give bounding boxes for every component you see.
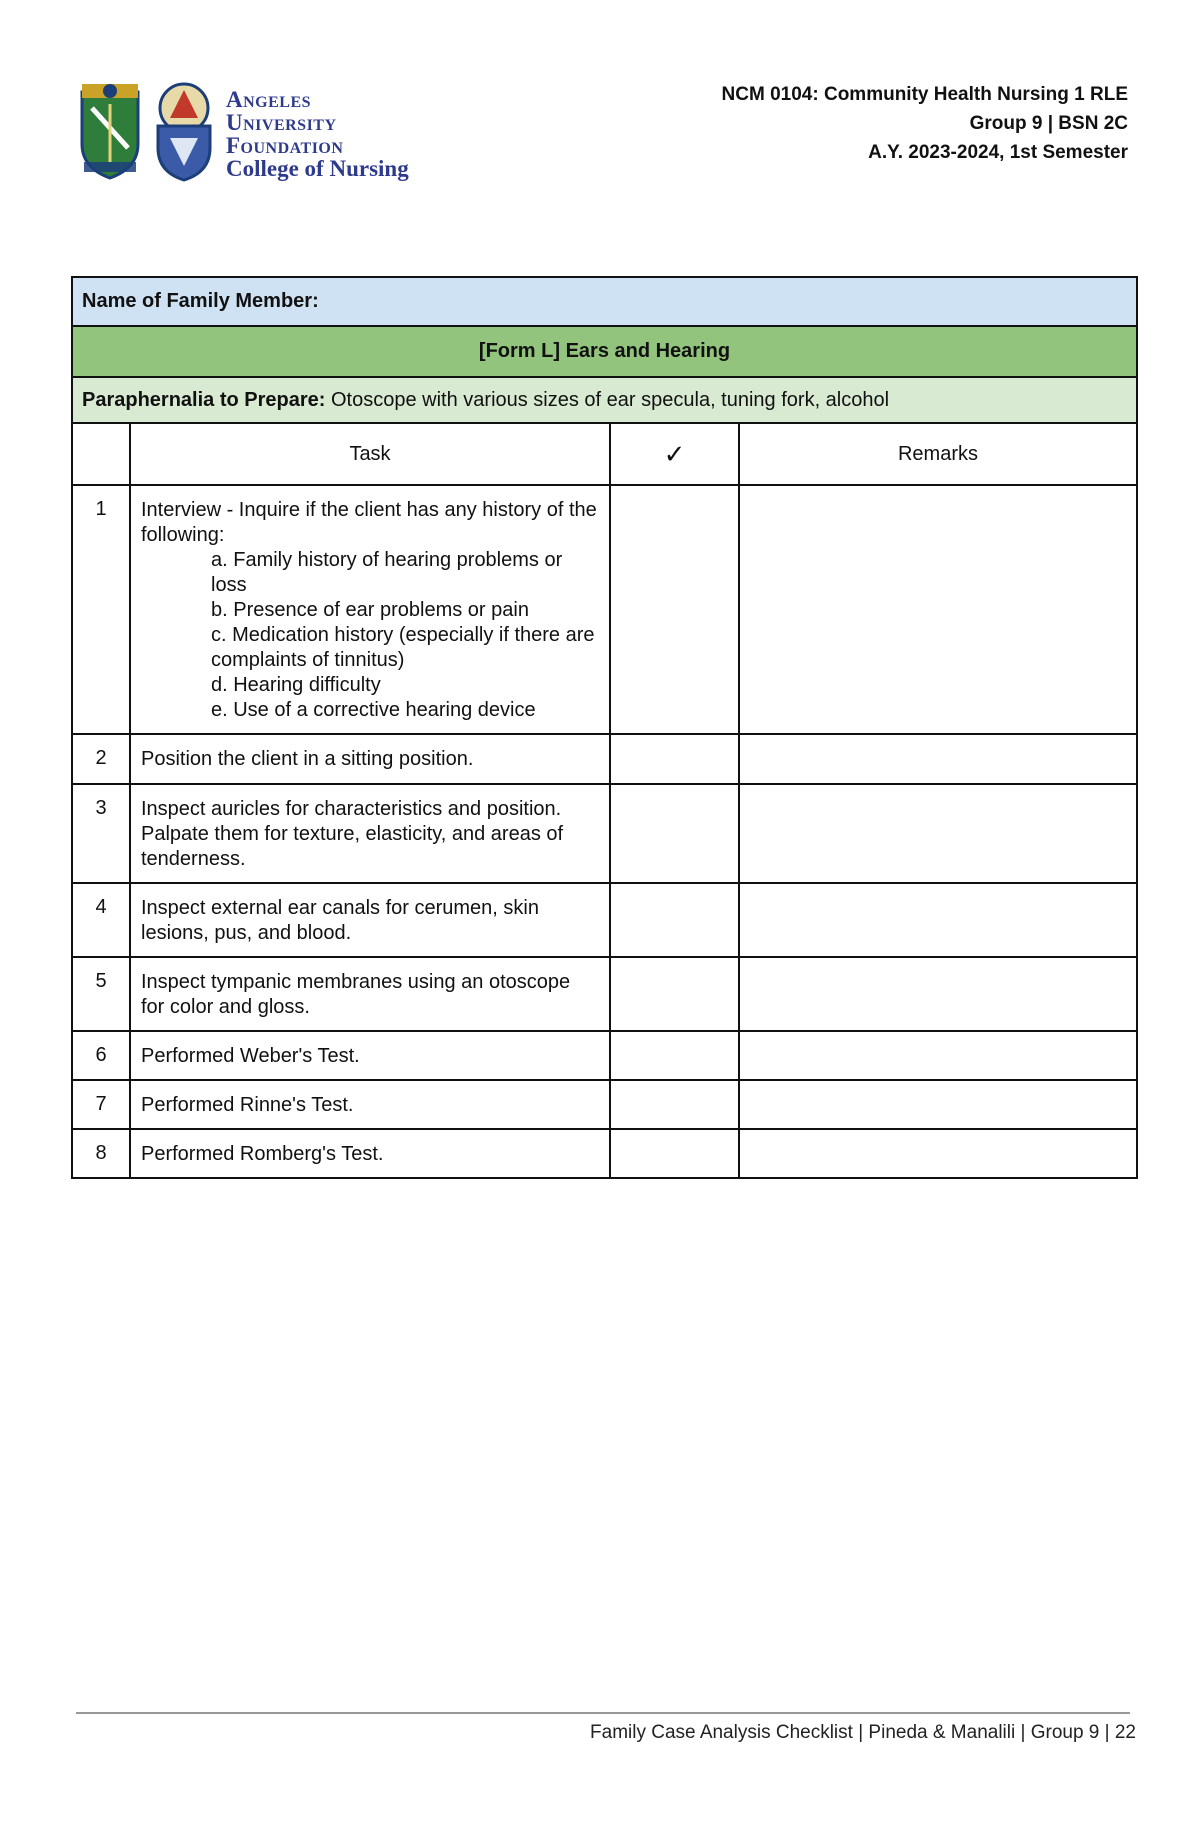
row-number: 8 [72,1129,130,1178]
remarks-cell[interactable] [739,784,1137,883]
family-member-label: Name of Family Member: [72,277,1137,326]
row-number: 6 [72,1031,130,1080]
task-subitem: e. Use of a corrective hearing device [211,699,536,721]
college-name: College of Nursing [226,156,409,181]
course-title: NCM 0104: Community Health Nursing 1 RLE [721,84,1128,105]
check-cell[interactable] [610,957,739,1031]
table-row [72,1031,1137,1080]
remarks-cell[interactable] [739,1129,1137,1178]
task-text: Inspect auricles for characteristics and position. Palpate them for texture, elasticity, and areas of tenderness. [130,784,610,883]
remarks-cell[interactable] [739,1031,1137,1080]
table-row [72,1080,1137,1129]
table-row [72,883,1137,957]
university-name-line3: Foundation [226,133,344,158]
paraphernalia-row [72,377,1137,423]
task-text: Performed Romberg's Test. [130,1129,610,1178]
task-subitem: c. Medication history (especially if there are complaints of tinnitus) [211,624,595,671]
row-number: 5 [72,957,130,1031]
college-seal-icon [76,78,144,182]
table-row [72,957,1137,1031]
form-title: [Form L] Ears and Hearing [72,326,1137,377]
row-number: 3 [72,784,130,883]
row-number: 1 [72,485,130,734]
check-cell[interactable] [610,784,739,883]
paraphernalia-text: Otoscope with various sizes of ear specula, tuning fork, alcohol [325,388,890,411]
remarks-cell[interactable] [739,734,1137,784]
university-seal-icon [150,78,218,182]
task-text: Inspect tympanic membranes using an otoscope for color and gloss. [130,957,610,1031]
table-row [72,485,1137,734]
check-cell[interactable] [610,1129,739,1178]
column-header-remarks: Remarks [739,423,1137,485]
column-header-task: Task [130,423,610,485]
task-text: Position the client in a sitting position. [130,734,610,784]
remarks-cell[interactable] [739,883,1137,957]
group-label: Group 9 | BSN 2C [969,113,1128,134]
task-text: Performed Rinne's Test. [130,1080,610,1129]
table-row [72,734,1137,784]
footer-text: Family Case Analysis Checklist | Pineda & Manalili | Group 9 | 22 [590,1722,1136,1743]
row-number: 4 [72,883,130,957]
paraphernalia-cell [72,377,1137,423]
header-logos [76,78,436,188]
paraphernalia-label: Paraphernalia to Prepare: [82,388,326,411]
academic-term: A.Y. 2023-2024, 1st Semester [868,142,1128,163]
checklist-table [71,276,1138,1179]
task-sublist [141,548,599,723]
task-subitem: a. Family history of hearing problems or loss [211,549,563,596]
university-name [226,88,409,180]
task-text: Interview - Inquire if the client has any history of the following: [141,499,597,546]
table-row [72,784,1137,883]
column-header-number [72,423,130,485]
column-header-check: ✓ [610,423,739,485]
remarks-cell[interactable] [739,485,1137,734]
task-subitem: d. Hearing difficulty [211,674,381,696]
footer-divider [76,1712,1130,1714]
task-text: Inspect external ear canals for cerumen, skin lesions, pus, and blood. [130,883,610,957]
row-number: 7 [72,1080,130,1129]
family-member-row [72,277,1137,326]
remarks-cell[interactable] [739,1080,1137,1129]
row-number: 2 [72,734,130,784]
column-header-row [72,423,1137,485]
check-cell[interactable] [610,883,739,957]
check-cell[interactable] [610,485,739,734]
university-name-line1: Angeles [226,87,312,112]
task-cell [130,485,610,734]
check-cell[interactable] [610,1031,739,1080]
task-subitem: b. Presence of ear problems or pain [211,599,529,621]
check-cell[interactable] [610,1080,739,1129]
course-info [722,80,1128,167]
table-row [72,1129,1137,1178]
form-title-row [72,326,1137,377]
check-cell[interactable] [610,734,739,784]
task-text: Performed Weber's Test. [130,1031,610,1080]
university-name-line2: University [226,110,337,135]
remarks-cell[interactable] [739,957,1137,1031]
